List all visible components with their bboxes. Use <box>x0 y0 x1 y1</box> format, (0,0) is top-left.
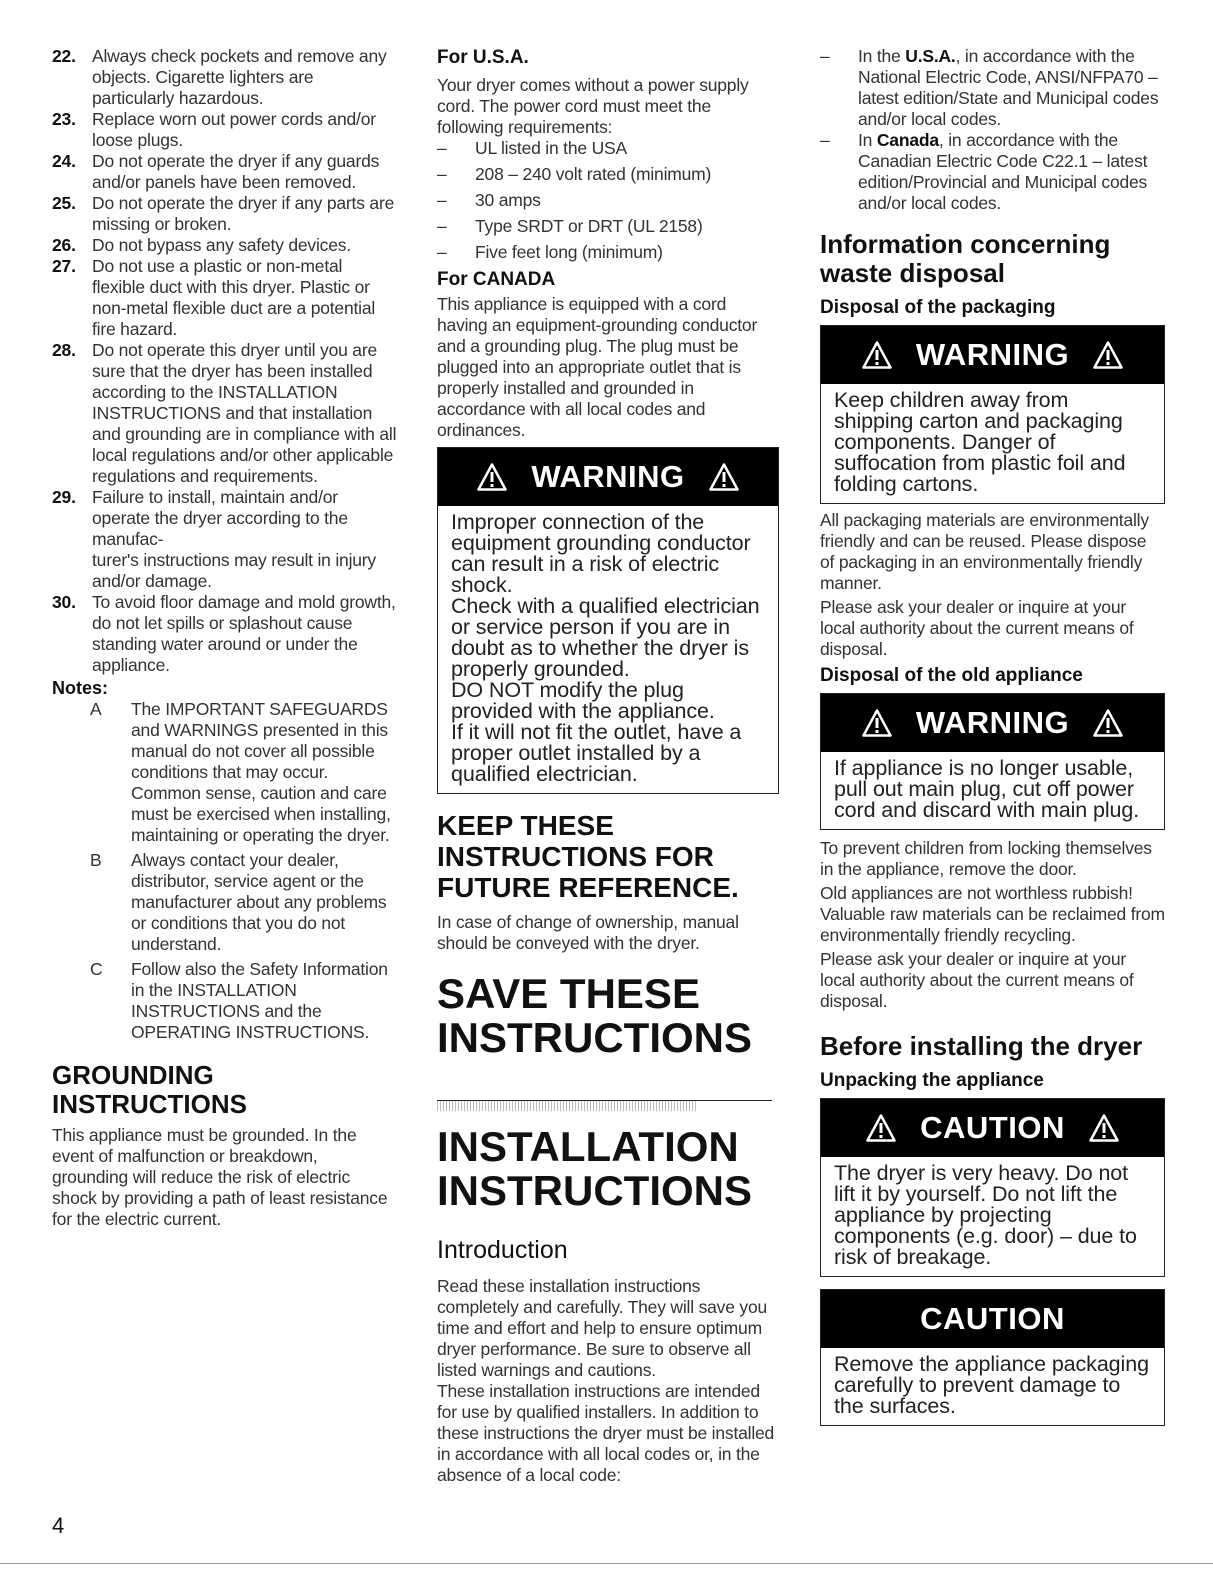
warning-triangle-icon <box>862 341 892 369</box>
caution-body: The dryer is very heavy. Do not lift it by yourself. Do not lift the appliance by projecting components (e.g. door) – due to risk of breakage. <box>834 1161 1137 1269</box>
codes-list <box>820 46 1165 214</box>
list-item: – In Canada, in accordance with the Canadian Electric Code C22.1 – latest edition/Provincial and Municipal codes and/or local codes. <box>820 130 1148 213</box>
installation-instructions-heading: INSTALLATION INSTRUCTIONS <box>437 1123 752 1214</box>
list-item: turer's instructions may result in injury and/or damage. <box>92 550 376 591</box>
warning-body: Improper connection of the equipment grounding conductor can result in a risk of electric shock. Check with a qualified electrician or service person if you are in doubt as to whether the dryer is properly grounded. DO NOT modify the plug provided with the appliance. If it will not fit the outlet, have a proper outlet installed by a qualified electrician. <box>451 510 760 786</box>
usa-heading: For U.S.A. <box>437 47 529 68</box>
list-item: – 208 – 240 volt rated (minimum) <box>437 164 712 184</box>
warning-triangle-icon <box>866 1114 896 1142</box>
list-item: – Five feet long (minimum) <box>437 242 663 262</box>
warning-body: If appliance is no longer usable, pull out main plug, cut off power cord and discard with main plug. <box>834 756 1140 822</box>
caution-box-heavy <box>820 1098 1165 1277</box>
keep-instructions-heading: KEEP THESE INSTRUCTIONS FOR FUTURE REFERENCE. <box>437 810 739 903</box>
warning-triangle-icon <box>477 463 507 491</box>
grounding-text: This appliance must be grounded. In the event of malfunction or breakdown, grounding will reduce the risk of electric shock by providing a path of least resistance for the electric current. <box>52 1125 388 1229</box>
list-item: 25. Do not operate the dryer if any parts are missing or broken. <box>52 193 395 234</box>
warning-box-packaging <box>820 325 1165 504</box>
list-item: 22. Always check pockets and remove any objects. Cigarette lighters are particularly hazardous. <box>52 46 387 108</box>
caution-box-packaging <box>820 1289 1165 1426</box>
warning-triangle-icon <box>1089 1114 1119 1142</box>
note-item: C Follow also the Safety Information in the INSTALLATION INSTRUCTIONS and the OPERATING INSTRUCTIONS. <box>90 959 388 1042</box>
list-item: 28. Do not operate this dryer until you are sure that the dryer has been installed according to the INSTALLATION INSTRUCTIONS and that installation and grounding are in compliance with all local regulations and/or other applicable regulations and requirements. <box>52 340 397 486</box>
list-item: 23. Replace worn out power cords and/or loose plugs. <box>52 109 376 150</box>
list-item: – Type SRDT or DRT (UL 2158) <box>437 216 703 236</box>
list-item: 24. Do not operate the dryer if any guards and/or panels have been removed. <box>52 151 380 192</box>
column-right <box>820 46 1165 1426</box>
unpacking-heading: Unpacking the appliance <box>820 1070 1044 1091</box>
warning-header: WARNING <box>438 448 778 506</box>
packaging-text: All packaging materials are environmentally friendly and can be reused. Please dispose of packaging in an environmentally friendly manner. Please ask your dealer or inquire at your local authority about the current means of disposal. <box>820 510 1149 659</box>
note-item: B Always contact your dealer, distributor, service agent or the manufacturer about any problems or conditions that you do not understand. <box>90 850 387 954</box>
warning-triangle-icon <box>862 709 892 737</box>
keep-text: In case of change of ownership, manual should be conveyed with the dryer. <box>437 912 739 953</box>
safety-list <box>52 46 397 676</box>
warning-header: WARNING <box>821 694 1164 752</box>
cord-requirements-list <box>437 138 779 263</box>
column-middle <box>437 46 779 1486</box>
waste-disposal-heading: Information concerning waste disposal <box>820 229 1111 288</box>
save-instructions-heading: SAVE THESE INSTRUCTIONS <box>437 970 752 1061</box>
list-item: 26. Do not bypass any safety devices. <box>52 235 351 255</box>
warning-header: WARNING <box>821 326 1164 384</box>
list-item: – In the U.S.A., in accordance with the National Electric Code, ANSI/NFPA70 – latest edition/State and Municipal codes and/or local codes. <box>820 46 1159 129</box>
caution-body: Remove the appliance packaging carefully to prevent damage to the surfaces. <box>834 1352 1149 1418</box>
list-item: – UL listed in the USA <box>437 138 627 158</box>
packaging-disposal-heading: Disposal of the packaging <box>820 297 1056 318</box>
note-item: A The IMPORTANT SAFEGUARDS and WARNINGS presented in this manual do not cover all possible conditions that may occur. Common sense, caution and care must be exercised when installing, maintaining or operating the dryer. <box>90 699 391 845</box>
caution-header: CAUTION <box>821 1099 1164 1157</box>
caution-header: CAUTION <box>821 1290 1164 1348</box>
list-item: – 30 amps <box>437 190 541 210</box>
warning-triangle-icon <box>1093 709 1123 737</box>
notes-label: Notes: <box>52 678 109 698</box>
warning-triangle-icon <box>1093 341 1123 369</box>
warning-box-old-appliance <box>820 693 1165 830</box>
list-item: 30. To avoid floor damage and mold growth, do not let spills or splashout cause standing water around or under the appliance. <box>52 592 396 675</box>
warning-triangle-icon <box>709 463 739 491</box>
list-item: 27. Do not use a plastic or non-metal flexible duct with this dryer. Plastic or non-metal flexible duct are a potential fire hazard. <box>52 256 376 339</box>
before-installing-heading: Before installing the dryer <box>820 1031 1143 1061</box>
column-left <box>52 46 397 1230</box>
warning-box-grounding <box>437 447 779 794</box>
introduction-heading: Introduction <box>437 1236 568 1264</box>
warning-body: Keep children away from shipping carton and packaging components. Danger of suffocation from plastic foil and folding cartons. <box>834 388 1126 496</box>
old-appliance-heading: Disposal of the old appliance <box>820 665 1083 686</box>
canada-heading: For CANADA <box>437 269 556 290</box>
canada-text: This appliance is equipped with a cord having an equipment-grounding conductor and a grounding plug. The plug must be plugged into an appropriate outlet that is properly installed and grounded in accordance with all local codes and ordinances. <box>437 294 758 440</box>
grounding-heading: GROUNDING INSTRUCTIONS <box>52 1060 247 1119</box>
usa-intro: Your dryer comes without a power supply cord. The power cord must meet the following requirements: <box>437 75 749 137</box>
section-divider <box>437 1100 779 1111</box>
page-number: 4 <box>52 1513 65 1538</box>
list-item: 29. Failure to install, maintain and/or operate the dryer according to the manufac- <box>52 487 348 549</box>
old-appliance-text: To prevent children from locking themselves in the appliance, remove the door. Old appliances are not worthless rubbish! Valuable raw materials can be reclaimed from environmentally friendly recycling. Please ask your dealer or inquire at your local authority about the current means of disposal. <box>820 838 1165 1011</box>
introduction-text: Read these installation instructions completely and carefully. They will save you time and effort and help to ensure optimum dryer performance. Be sure to observe all listed warnings and cautions. These installation instructions are intended for use by qualified installers. In addition to these instructions the dryer must be installed in accordance with all local codes or, in the absence of a local code: <box>437 1276 775 1485</box>
bottom-rule <box>0 1563 1213 1564</box>
